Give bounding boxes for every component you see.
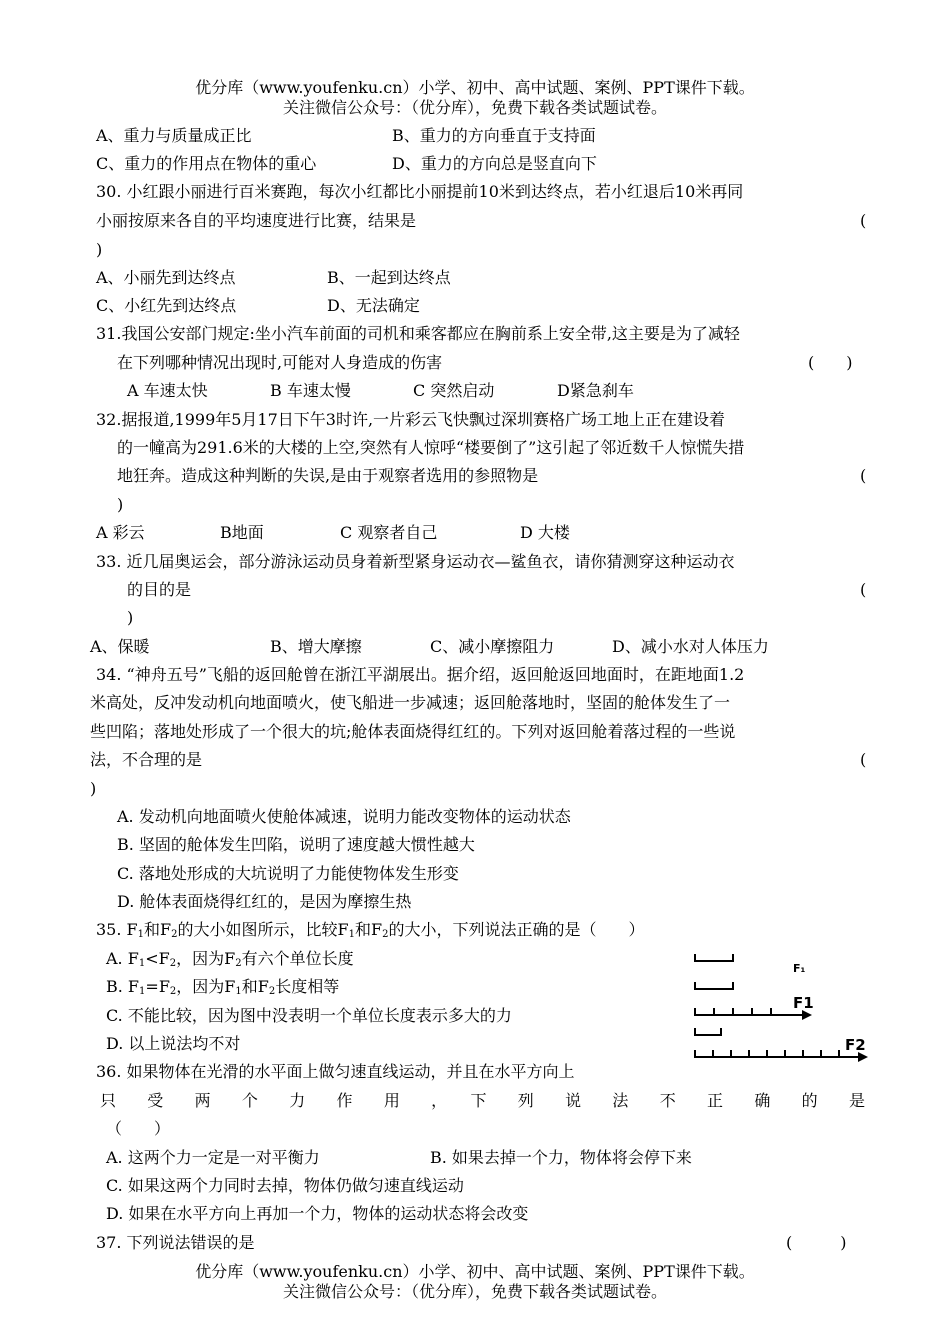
f1-tick (751, 1008, 753, 1016)
q34-paren-close: ) (90, 779, 97, 798)
q30-paren-open: ( (860, 211, 867, 230)
f2-tick (784, 1050, 786, 1058)
q36-paren: （ ） (106, 1119, 171, 1138)
force-figure (690, 950, 880, 1065)
q29-option-d: D、重力的方向总是竖直向下 (392, 154, 597, 173)
q29-option-b: B、重力的方向垂直于支持面 (392, 126, 596, 145)
f1-tick (770, 1008, 772, 1016)
q31-line-1: 31.我国公安部门规定:坐小汽车前面的司机和乘客都应在胸前系上安全带,这主要是为了减轻 (96, 324, 740, 343)
f2-tick (748, 1050, 750, 1058)
q34-option-d: D. 舱体表面烧得红红的，是因为摩擦生热 (117, 892, 412, 911)
q35-option-b: B. $F_1=F_2$，因为$F_1$和$F_2$长度相等 (106, 977, 340, 997)
unit-tick (694, 982, 696, 990)
q35-option-a: A. $F_1<F_2$，因为$F_2$有六个单位长度 (106, 949, 354, 969)
f1-tick (713, 1008, 715, 1016)
q34-line-4: 法，不合理的是 (90, 750, 203, 769)
q30-paren-close: ) (96, 240, 103, 259)
q33-option-a: A、保暖 (90, 637, 150, 656)
q36-line-2: 只 受 两 个 力 作 用 ， 下 列 说 法 不 正 确 的 是 (100, 1091, 865, 1110)
unit-length-bar-3 (694, 1034, 722, 1036)
f1-arrow-shaft (694, 1014, 806, 1016)
q31-line-2: 在下列哪种情况出现时,可能对人身造成的伤害 (117, 353, 443, 372)
unit-tick (732, 982, 734, 990)
f2-tick (820, 1050, 822, 1058)
footer-line-1: 优分库（www.youfenku.cn）小学、初中、高中试题、案例、PPT课件下载。 (195, 1262, 755, 1281)
q33-option-b: B、增大摩擦 (270, 637, 362, 656)
q29-option-a: A、重力与质量成正比 (96, 126, 252, 145)
q30-option-b: B、一起到达终点 (327, 268, 451, 287)
f1-arrowhead-icon (802, 1010, 812, 1020)
unit-tick (720, 1028, 722, 1036)
q32-option-d: D 大楼 (520, 523, 570, 542)
q35-stem: 35. $F_1$和$F_2$的大小如图所示，比较$F_1$和$F_2$的大小，下列说法正确的是（ ） (96, 920, 645, 940)
q34-option-b: B. 坚固的舱体发生凹陷，说明了速度越大惯性越大 (117, 835, 475, 854)
unit-tick (732, 954, 734, 962)
header-line-1: 优分库（www.youfenku.cn）小学、初中、高中试题、案例、PPT课件下载。 (195, 78, 755, 97)
q36-option-a: A. 这两个力一定是一对平衡力 (106, 1148, 320, 1167)
q30-option-c: C、小红先到达终点 (96, 296, 237, 315)
q36-line-1: 36. 如果物体在光滑的水平面上做匀速直线运动，并且在水平方向上 (96, 1062, 575, 1081)
footer-line-2: 关注微信公众号：（优分库），免费下载各类试题试卷。 (282, 1282, 667, 1301)
q36-option-d: D. 如果在水平方向上再加一个力，物体的运动状态将会改变 (106, 1204, 529, 1223)
q31-option-a: A 车速太快 (127, 381, 208, 400)
f2-label: F2 (845, 1036, 866, 1054)
q33-paren-close: ) (127, 608, 134, 627)
q29-option-c: C、重力的作用点在物体的重心 (96, 154, 317, 173)
q30-line-1: 30. 小红跟小丽进行百米赛跑，每次小红都比小丽提前10米到达终点，若小红退后10米再同 (96, 182, 744, 201)
f2-tick (802, 1050, 804, 1058)
f1-label: F1 (793, 994, 814, 1012)
unit-length-bar-1 (694, 960, 734, 962)
q33-line-1: 33. 近几届奥运会，部分游泳运动员身着新型紧身运动衣—鲨鱼衣，请你猜测穿这种运动衣 (96, 552, 735, 571)
q36-option-c: C. 如果这两个力同时去掉，物体仍做匀速直线运动 (106, 1176, 464, 1195)
f2-tick (712, 1050, 714, 1058)
q30-option-a: A、小丽先到达终点 (96, 268, 236, 287)
q32-option-b: B地面 (220, 523, 264, 542)
f2-tick (766, 1050, 768, 1058)
f2-tick (838, 1050, 840, 1058)
q34-line-3: 些凹陷；落地处形成了一个很大的坑;舱体表面烧得红红的。下列对返回舱着落过程的一些说 (90, 722, 736, 741)
q34-option-c: C. 落地处形成的大坑说明了力能使物体发生形变 (117, 864, 459, 883)
header-line-2: 关注微信公众号：（优分库），免费下载各类试题试卷。 (282, 98, 667, 117)
figure-label-top: F₁ (793, 962, 806, 975)
q36-option-b: B. 如果去掉一个力，物体将会停下来 (430, 1148, 692, 1167)
q35-option-d: D. 以上说法均不对 (106, 1034, 241, 1053)
q33-paren-open: ( (860, 580, 867, 599)
q31-paren: ( ) (808, 353, 853, 372)
q31-option-d: D紧急刹车 (557, 381, 634, 400)
f2-tick (730, 1050, 732, 1058)
q35-option-c: C. 不能比较，因为图中没表明一个单位长度表示多大的力 (106, 1006, 512, 1025)
q34-line-1: 34. “神舟五号”飞船的返回舱曾在浙江平湖展出。据介绍，返回舱返回地面时，在距地面1.2 (96, 665, 745, 684)
q32-option-a: A 彩云 (96, 523, 145, 542)
unit-tick (694, 954, 696, 962)
f1-tick (732, 1008, 734, 1016)
q32-option-c: C 观察者自己 (340, 523, 438, 542)
q31-option-c: C 突然启动 (413, 381, 495, 400)
f2-arrow-shaft (694, 1056, 862, 1058)
q33-line-2: 的目的是 (127, 580, 192, 599)
q33-option-d: D、减小水对人体压力 (612, 637, 769, 656)
q33-option-c: C、减小摩擦阻力 (430, 637, 555, 656)
q32-line-2: 的一幢高为291.6米的大楼的上空,突然有人惊呼“楼要倒了”这引起了邻近数千人惊慌失措 (117, 438, 745, 457)
q32-paren-open: ( (860, 466, 867, 485)
q30-option-d: D、无法确定 (327, 296, 420, 315)
f1-tick (694, 1008, 696, 1016)
unit-length-bar-2 (694, 988, 734, 990)
f2-tick (694, 1050, 696, 1058)
unit-tick (694, 1028, 696, 1036)
q37-line-1: 37. 下列说法错误的是 (96, 1233, 255, 1252)
f2-arrowhead-icon (858, 1052, 868, 1062)
q32-paren-close: ) (117, 495, 124, 514)
q30-line-2: 小丽按原来各自的平均速度进行比赛，结果是 (96, 211, 417, 230)
q37-paren: ( ) (786, 1233, 847, 1252)
q34-line-2: 米高处，反冲发动机向地面喷火，使飞船进一步减速；返回舱落地时，坚固的舱体发生了一 (90, 693, 731, 712)
q32-line-1: 32.据报道,1999年5月17日下午3时许,一片彩云飞快飘过深圳赛格广场工地上正在建设着 (96, 410, 726, 429)
q32-line-3: 地狂奔。造成这种判断的失误,是由于观察者选用的参照物是 (117, 466, 539, 485)
q34-paren-open: ( (860, 750, 867, 769)
q31-option-b: B 车速太慢 (270, 381, 351, 400)
q34-option-a: A. 发动机向地面喷火使舱体减速，说明力能改变物体的运动状态 (117, 807, 571, 826)
